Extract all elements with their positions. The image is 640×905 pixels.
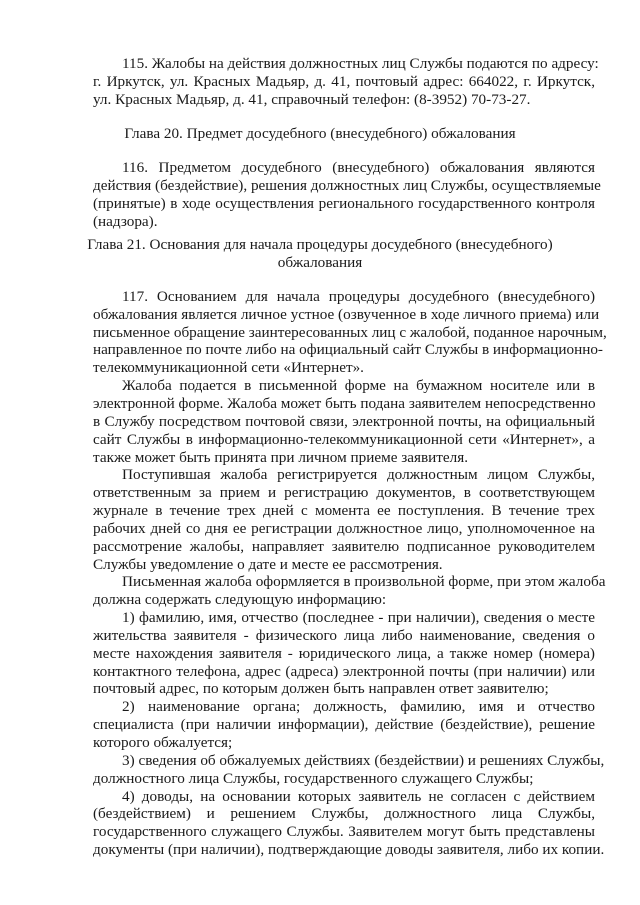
list-item-4-line-2: (бездействием) и решением Службы, должностного лица Службы, [93, 805, 595, 823]
paragraph-registration-line-2: ответственным за прием и регистрацию документов, в соответствующем [93, 484, 595, 502]
paragraph-117-line-3: письменное обращение заинтересованных лиц с жалобой, поданное нарочным, [93, 323, 607, 341]
paragraph-115-line-2: г. Иркутск, ул. Красных Мадьяр, д. 41, почтовый адрес: 664022, г. Иркутск, [93, 72, 595, 90]
paragraph-116-line-1: 116. Предметом досудебного (внесудебного) обжалования являются [122, 159, 595, 177]
paragraph-registration-line-6: Службы уведомление о дате и месте ее рассмотрения. [93, 555, 443, 573]
paragraph-complaint-form-line-4: сайт Службы в информационно-телекоммуникационной сети «Интернет», а [93, 430, 595, 448]
chapter-20-heading: Глава 20. Предмет досудебного (внесудебного) обжалования [124, 124, 516, 142]
list-item-1-line-1: 1) фамилию, имя, отчество (последнее - при наличии), сведения о месте [122, 609, 595, 627]
paragraph-117-line-4: направленное по почте либо на официальный сайт Службы в информационно- [93, 341, 603, 359]
paragraph-117-line-5: телекоммуникационной сети «Интернет». [93, 359, 364, 377]
paragraph-115-line-1: 115. Жалобы на действия должностных лиц Службы подаются по адресу: [122, 55, 599, 72]
paragraph-complaint-form-line-3: в Службу посредством почтовой связи, электронной почты, на официальный [93, 412, 595, 430]
list-item-1-line-5: почтовый адрес, по которым должен быть направлен ответ заявителю; [93, 680, 549, 698]
paragraph-complaint-form-line-1: Жалоба подается в письменной форме на бумажном носителе или в [122, 377, 595, 395]
list-item-2-line-3: которого обжалуется; [93, 733, 233, 751]
paragraph-116-line-2: действия (бездействие), решения должностных лиц Службы, осуществляемые [93, 177, 601, 195]
chapter-21-heading-line-2: обжалования [277, 254, 363, 272]
list-item-3-line-1: 3) сведения об обжалуемых действиях (бездействии) и решениях Службы, [122, 751, 605, 769]
list-item-4-line-4: документы (при наличии), подтверждающие доводы заявителя, либо их копии. [93, 841, 605, 858]
paragraph-116-line-3: (принятые) в ходе осуществления регионального государственного контроля [93, 194, 595, 212]
paragraph-written-complaint-line-2: должна содержать следующую информацию: [93, 591, 387, 609]
paragraph-117-line-2: обжалования является личное устное (озвученное в ходе личного приема) или [93, 305, 600, 323]
list-item-3-line-2: должностного лица Службы, государственного служащего Службы; [93, 769, 534, 787]
paragraph-complaint-form-line-2: электронной форме. Жалоба может быть подана заявителем непосредственно [93, 394, 596, 412]
paragraph-registration-line-3: журнале в течение трех дней с момента ее поступления. В течение трех [93, 502, 595, 519]
list-item-1-line-3: месте нахождения заявителя - юридического лица, а также номер (номера) [93, 644, 595, 662]
paragraph-written-complaint-line-1: Письменная жалоба оформляется в произвольной форме, при этом жалоба [122, 573, 606, 591]
paragraph-registration-line-1: Поступившая жалоба регистрируется должностным лицом Службы, [122, 466, 595, 484]
paragraph-115-line-3: ул. Красных Мадьяр, д. 41, справочный телефон: (8-3952) 70-73-27. [93, 90, 531, 108]
paragraph-complaint-form-line-5: также может быть принята при личном приеме заявителя. [93, 448, 469, 466]
list-item-2-line-2: специалиста (при наличии информации), действие (бездействие), решение [93, 716, 595, 734]
list-item-4-line-3: государственного служащего Службы. Заявителем могут быть представлены [93, 823, 595, 841]
list-item-1-line-2: жительства заявителя - физического лица либо наименование, сведения о [93, 626, 595, 644]
paragraph-117-line-1: 117. Основанием для начала процедуры досудебного (внесудебного) [122, 287, 595, 305]
paragraph-registration-line-4: рабочих дней со дня ее регистрации должностное лицо, уполномоченное на [93, 519, 595, 537]
list-item-1-line-4: контактного телефона, адрес (адреса) электронной почты (при наличии) или [93, 662, 595, 680]
list-item-2-line-1: 2) наименование органа; должность, фамилию, имя и отчество [122, 698, 595, 716]
chapter-21-heading-line-1: Глава 21. Основания для начала процедуры досудебного (внесудебного) [87, 236, 553, 254]
list-item-4-line-1: 4) доводы, на основании которых заявитель не согласен с действием [122, 787, 595, 805]
paragraph-116-line-4: (надзора). [93, 212, 158, 230]
paragraph-registration-line-5: рассмотрение жалобы, направляет заявителю подписанное руководителем [93, 537, 595, 555]
